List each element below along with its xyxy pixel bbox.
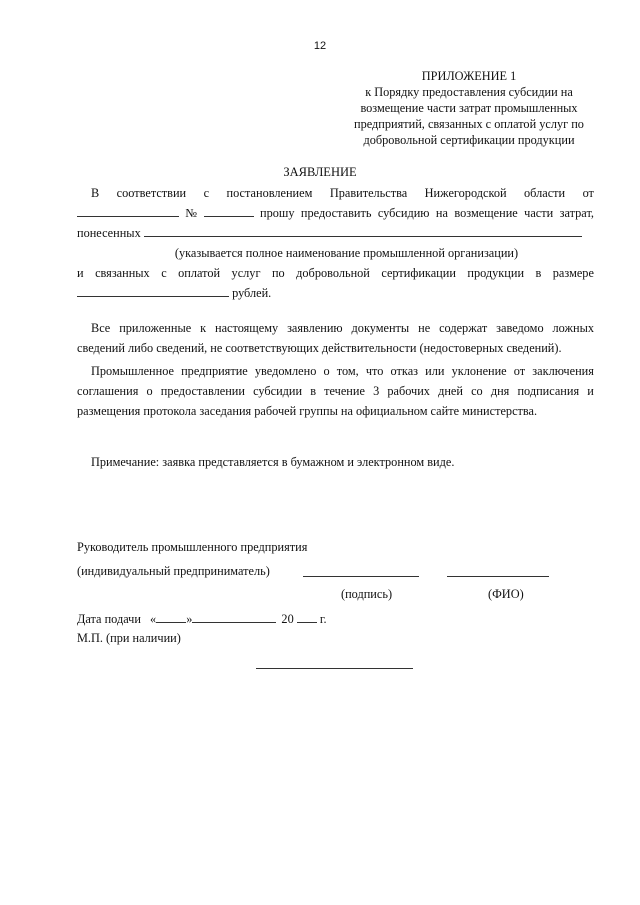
word: к (200, 321, 207, 335)
year-blank[interactable] (297, 609, 317, 623)
hint-organization-name: (указывается полное наименование промышленной организации) (174, 246, 519, 260)
word: предприятие (181, 364, 248, 378)
paragraph-documents (77, 318, 594, 358)
word: рублей. (232, 286, 272, 300)
word: подписания (517, 384, 580, 398)
word: дня (490, 384, 510, 398)
note-text: Примечание: заявка представляется в бумажном и электронном виде. (91, 455, 455, 469)
word: затрат, (559, 206, 594, 220)
word: соответствии (116, 186, 187, 200)
word: о (146, 384, 153, 398)
year-prefix: 20 (281, 612, 294, 626)
word: том, (336, 364, 359, 378)
note (77, 452, 594, 472)
paragraph-notification (77, 361, 594, 421)
text-line: сведений либо сведений, не соответствующих действительности (недостоверных сведений). (77, 341, 562, 355)
word: уклонение (451, 364, 507, 378)
word: понесенных (77, 226, 141, 240)
head-title-line2: (индивидуальный предприниматель) (77, 564, 270, 578)
word: дней (438, 384, 463, 398)
word: что (365, 364, 384, 378)
text-line (77, 223, 594, 243)
word: по (271, 266, 285, 280)
word: 3 (373, 384, 380, 398)
word: предоставить (300, 206, 372, 220)
word: ложных (552, 321, 594, 335)
word: Промышленное (91, 364, 174, 378)
word: субсидию (377, 206, 430, 220)
text-line (77, 203, 594, 223)
amount-blank[interactable] (77, 283, 229, 297)
text-line: размещения протокола заседания рабочей группы на официальном сайте министерства. (77, 404, 538, 418)
signature-blank[interactable] (303, 576, 419, 577)
word: связанных (95, 266, 150, 280)
text-line (77, 381, 594, 401)
word: Все (91, 321, 111, 335)
submission-date-line (77, 609, 327, 627)
word: настоящему (215, 321, 279, 335)
text-line (77, 318, 594, 338)
appendix-line: к Порядку предоставления субсидии на (365, 85, 573, 99)
text-line (77, 283, 594, 303)
word: в (535, 266, 542, 280)
document-title: ЗАЯВЛЕНИЕ (283, 165, 357, 179)
text-line (77, 183, 594, 203)
word: Правительства (329, 186, 408, 200)
word: заявлению (287, 321, 343, 335)
word: и (587, 384, 594, 398)
word: о (323, 364, 330, 378)
appendix-line: возмещение части затрат промышленных (360, 101, 578, 115)
word: на (435, 206, 448, 220)
text-line (77, 361, 594, 381)
word: области (524, 186, 566, 200)
organization-name-blank[interactable] (144, 223, 582, 237)
stamp-note: М.П. (при наличии) (77, 631, 181, 645)
word: прошу (260, 206, 295, 220)
quote-open: « (150, 612, 157, 626)
word: от (513, 364, 526, 378)
page-number: 12 (313, 40, 327, 52)
quote-close: » (186, 612, 193, 626)
word: в (310, 384, 317, 398)
word: документы (351, 321, 410, 335)
day-blank[interactable] (156, 609, 186, 623)
word: заведомо (496, 321, 544, 335)
word: продукции (467, 266, 525, 280)
word: услуг (231, 266, 261, 280)
word: постановлением (226, 186, 313, 200)
word: отказ (390, 364, 419, 378)
word: уведомлено (254, 364, 317, 378)
text-line (77, 263, 594, 283)
appendix-line: добровольной сертификации продукции (363, 133, 575, 147)
word: и (77, 266, 84, 280)
word: заключения (532, 364, 594, 378)
appendix-title: ПРИЛОЖЕНИЕ 1 (421, 69, 517, 83)
word: Нижегородской (424, 186, 507, 200)
month-blank[interactable] (192, 609, 276, 623)
word: приложенные (119, 321, 192, 335)
word: от (582, 186, 594, 200)
word: со (471, 384, 483, 398)
paragraph-application (77, 183, 594, 303)
word: предоставлении (160, 384, 245, 398)
signature-caption: (подпись) (341, 587, 393, 601)
word: добровольной (296, 266, 370, 280)
word: или (425, 364, 445, 378)
year-suffix: г. (319, 612, 327, 626)
word: В (91, 186, 100, 200)
closing-divider (256, 668, 413, 669)
appendix-header (340, 68, 598, 148)
full-name-blank[interactable] (447, 576, 549, 577)
number-sign: № (185, 206, 198, 220)
word: субсидии (253, 384, 303, 398)
word: части (524, 206, 554, 220)
word: течение (324, 384, 365, 398)
resolution-number-blank[interactable] (204, 203, 254, 217)
word: оплатой (178, 266, 221, 280)
word: не (418, 321, 431, 335)
word: рабочих (387, 384, 430, 398)
word: возмещение (454, 206, 518, 220)
full-name-caption: (ФИО) (488, 587, 524, 601)
resolution-date-blank[interactable] (77, 203, 179, 217)
word: сертификации (381, 266, 456, 280)
word: размере (552, 266, 594, 280)
date-label: Дата подачи (77, 612, 141, 626)
word: содержат (439, 321, 488, 335)
head-title-line1: Руководитель промышленного предприятия (77, 540, 308, 554)
appendix-line: предприятий, связанных с оплатой услуг по (354, 117, 584, 131)
word: с (203, 186, 210, 200)
word: с (161, 266, 167, 280)
word: соглашения (77, 384, 139, 398)
